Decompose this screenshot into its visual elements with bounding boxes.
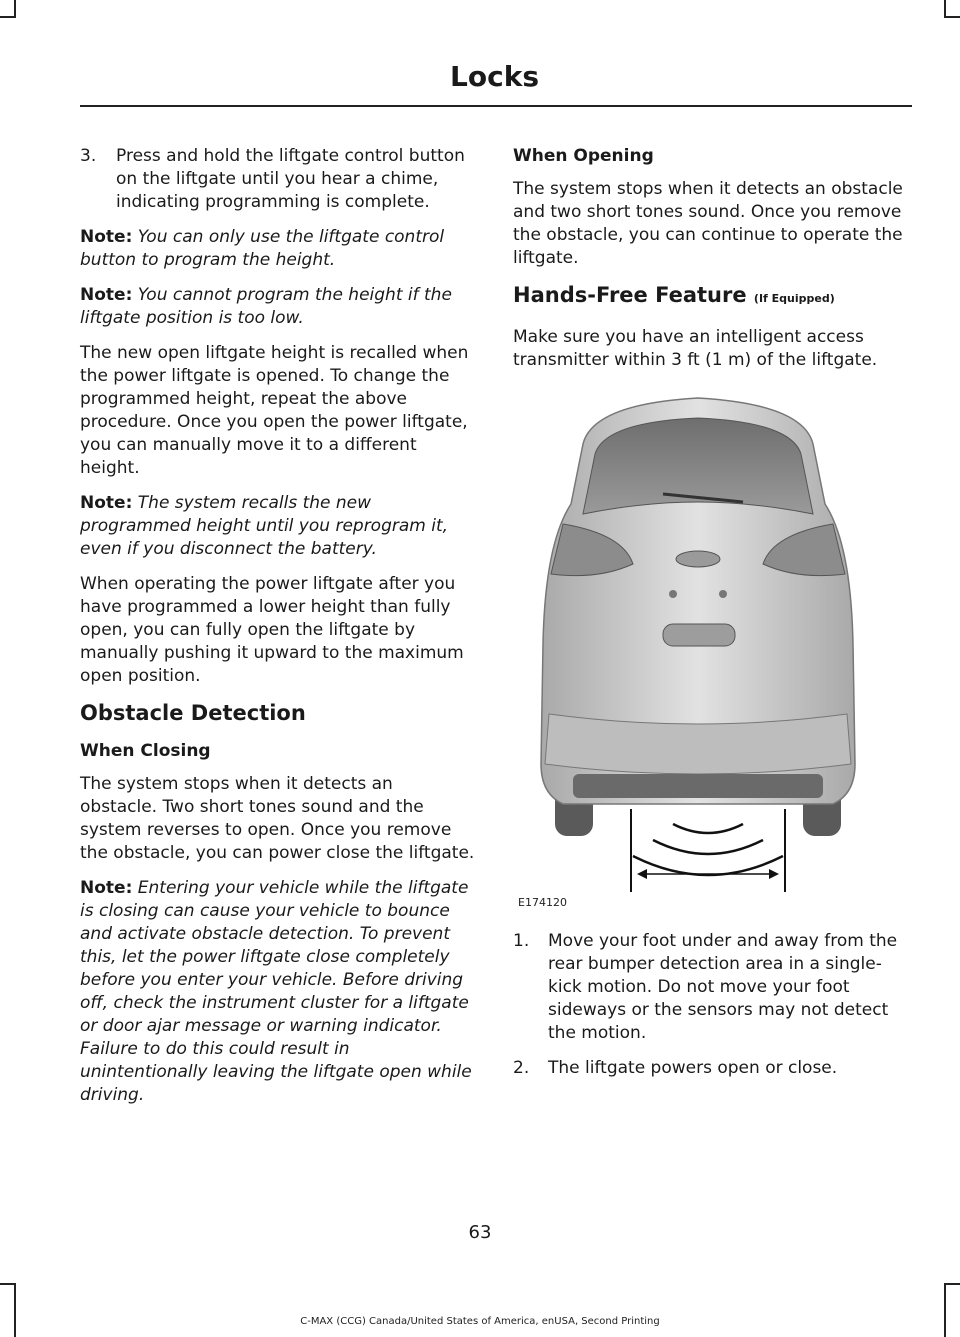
- right-column: [513, 145, 908, 1092]
- step-text: The liftgate powers open or close.: [548, 1058, 838, 1078]
- liftgate-handle: [663, 624, 735, 646]
- step-3: [80, 145, 475, 214]
- figure-hands-free-liftgate: [513, 384, 908, 914]
- body-paragraph: Make sure you have an intelligent access transmitter within 3 ft (1 m) of the liftgate.: [513, 327, 878, 370]
- note-text: The system recalls the new programmed height until you reprogram it, even if you disconnect the battery.: [80, 493, 449, 559]
- subsection-heading: When Opening: [513, 146, 654, 166]
- step-number: 2.: [513, 1058, 530, 1078]
- arrow-head-right: [769, 869, 779, 879]
- crop-mark: [944, 16, 960, 18]
- arrow-head-left: [637, 869, 647, 879]
- note-label: Note:: [80, 493, 133, 513]
- crop-mark: [0, 1283, 16, 1285]
- note-label: Note:: [80, 878, 133, 898]
- crop-mark: [0, 16, 16, 18]
- note-text: You cannot program the height if the liftgate position is too low.: [80, 285, 452, 328]
- section-heading: Obstacle Detection: [80, 701, 306, 725]
- note: [80, 284, 475, 330]
- note: [80, 492, 475, 561]
- page-number: 63: [468, 1222, 492, 1243]
- sensor-dot: [719, 590, 727, 598]
- subsection-heading: When Closing: [80, 741, 211, 761]
- crop-mark: [14, 1283, 16, 1337]
- sensor-dot: [669, 590, 677, 598]
- body-paragraph: The new open liftgate height is recalled when the power liftgate is opened. To change the programmed height, repeat the above procedure. Once you open the power liftgate, you can manually move it to a different height.: [80, 343, 469, 478]
- step-text: Move your foot under and away from the rear bumper detection area in a single-kick motion. Do not move your foot sideways or the sensors may not detect the motion.: [548, 931, 898, 1043]
- detection-arc: [633, 856, 783, 875]
- note-label: Note:: [80, 227, 133, 247]
- step-1: [513, 930, 908, 1045]
- detection-arc: [653, 840, 763, 854]
- note-label: Note:: [80, 285, 133, 305]
- footer-text: C-MAX (CCG) Canada/United States of America, enUSA, Second Printing: [300, 1316, 660, 1327]
- brand-badge: [676, 551, 720, 567]
- body-paragraph: The system stops when it detects an obstacle and two short tones sound. Once you remove the obstacle, you can continue to operate the liftgate.: [513, 179, 903, 268]
- section-heading-text: Hands-Free Feature: [513, 283, 747, 307]
- section-heading: [513, 282, 908, 312]
- note: [80, 226, 475, 272]
- detection-arc: [673, 824, 743, 833]
- page-header: [0, 60, 912, 93]
- note-text: Entering your vehicle while the liftgate is closing can cause your vehicle to bounce and activate obstacle detection. To prevent this, let the power liftgate close completely before you enter your vehicle. Before driving off, check the instrument cluster for a liftgate or door ajar message or warning indicator. Failure to do this could result in unintentionally leaving the liftgate open while driving.: [80, 878, 472, 1105]
- section-title: Locks: [450, 60, 539, 93]
- crop-mark: [944, 1283, 946, 1337]
- left-column: [80, 145, 475, 1119]
- step-2: [513, 1057, 908, 1080]
- note: [80, 877, 475, 1107]
- rear-window: [583, 418, 813, 514]
- body-paragraph: The system stops when it detects an obstacle. Two short tones sound and the system reverses to open. Once you remove the obstacle, you can power close the liftgate.: [80, 774, 475, 863]
- equipped-qualifier: (If Equipped): [753, 292, 835, 305]
- body-paragraph: When operating the power liftgate after you have programmed a lower height than fully open, you can fully open the liftgate by manually pushing it upward to the maximum open position.: [80, 574, 464, 686]
- crop-mark: [944, 1283, 960, 1285]
- figure-code: E174120: [518, 896, 567, 909]
- step-text: Press and hold the liftgate control button on the liftgate until you hear a chime, indicating programming is complete.: [116, 146, 465, 212]
- step-number: 3.: [80, 146, 97, 166]
- vehicle-rear-illustration: [513, 384, 908, 894]
- step-number: 1.: [513, 931, 530, 951]
- lower-bumper: [573, 774, 823, 798]
- note-text: You can only use the liftgate control button to program the height.: [80, 227, 445, 270]
- header-rule: [80, 105, 912, 107]
